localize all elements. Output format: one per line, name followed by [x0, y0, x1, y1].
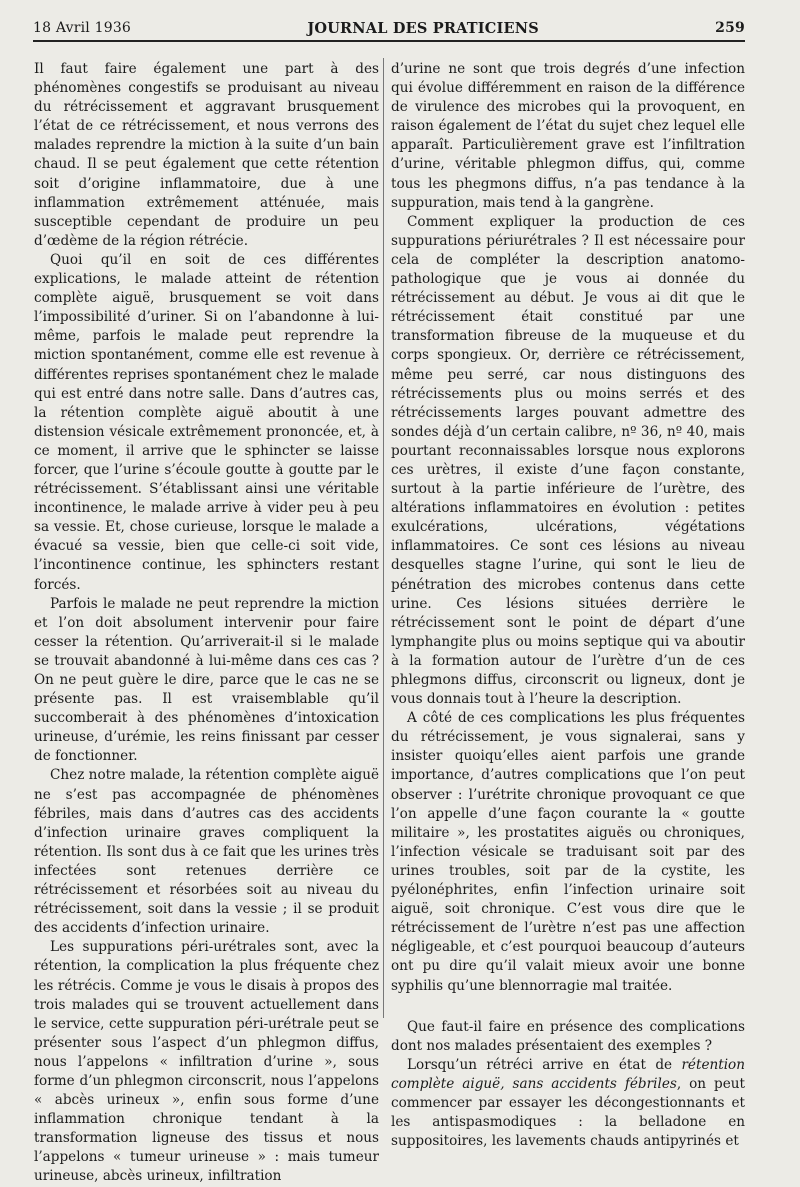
paragraph: Chez notre malade, la rétention complète aiguë ne s’est pas accompagnée de phénomènes fébriles, mais dans d’autres cas des accidents d’infection urinaire graves compliquent la rétention. Ils sont dus à ce fait que les urines très infectées sont retenues derrière ce rétrécissement et résorbées soit au niveau du rétrécissement, soit dans la vessie ; il se produit des accidents d’infection urinaire.	[34, 767, 379, 937]
paragraph: Les suppurations péri-urétrales sont, avec la rétention, la complication la plus fréquente chez les rétrécis. Comme je vous le disais à propos des trois malades qui se trouvent actuellement dans le service, cette suppuration péri-urétrale peut se présenter sous l’aspect d’un phlegmon diffus, nous l’appelons « infiltration d’urine », sous forme d’un phlegmon circonscrit, nous l’appelons « abcès urineux », enfin sous forme d’une inflammation chronique tendant à la transformation ligneuse des tissus et nous l’appelons « tumeur urineuse » : mais tumeur urineuse, abcès urineux, infiltration	[34, 939, 379, 1185]
journal-title: JOURNAL DES PRATICIENS	[307, 19, 539, 37]
paragraph: Il faut faire également une part à des phénomènes congestifs se produisant au niveau du rétrécissement et aggravant brusquement l’état de ce rétrécissement, et nous verrons des malades reprendre la miction à la suite d’un bain chaud. Il se peut également que cette rétention soit d’origine inflammatoire, due à une inflammation extrêmement atténuée, mais susceptible cependant de produire un peu d’œdème de la région rétrécie.	[34, 61, 379, 249]
paragraph: A côté de ces complications les plus fréquentes du rétrécissement, je vous signalerai, sans y insister quoiqu’elles aient parfois une grande importance, d’autres complications que l’on peut observer : l’urétrite chronique provoquant ce que l’on appelle d’une façon courante la « goutte militaire », les prostatites aiguës ou chroniques, l’infection vésicale se traduisant soit par des urines troubles, soit par de la cystite, les pyélonéphrites, enfin l’infection urinaire soit aiguë, soit chronique. C’est vous dire que le rétrécissement de l’urètre n’est pas une affection négligeable, et c’est pourquoi beaucoup d’auteurs ont pu dire qu’il valait mieux avoir une bonne syphilis qu’une blennorragie mal traitée.	[391, 710, 745, 994]
question-paragraph: Que faut-il faire en présence des complications dont nos malades présentaient des exemples ?	[391, 1018, 745, 1054]
text-run: Lorsqu’un rétréci arrive en état de	[407, 1056, 673, 1073]
paragraph: d’urine ne sont que trois degrés d’une infection qui évolue différemment en raison de la différence de virulence des microbes qui la provoquent, en raison également de l’état du sujet chez lequel elle apparaît. Particulièrement grave est l’infiltration d’urine, véritable phlegmon diffus, qui, comme tous les phegmons diffus, n’a pas tendance à la suppuration, mais tend à la gangrène.	[391, 61, 745, 211]
header-rule	[33, 40, 745, 42]
page-number: 259	[715, 20, 745, 36]
left-column	[34, 60, 379, 1187]
running-header	[33, 16, 745, 40]
paragraph: Parfois le malade ne peut reprendre la miction et l’on doit absolument intervenir pour faire cesser la rétention. Qu’arriverait-il si le malade se trouvait abandonné à lui-même dans ces cas ? On ne peut guère le dire, parce que le cas ne se présente pas. Il est vraisemblable qu’il succomberait à des phénomènes d’intoxication urineuse, d’urémie, les reins finissant par cesser de fonctionner.	[34, 595, 379, 765]
italic-phrase: rétention complète aiguë, sans accidents fébriles	[391, 1056, 745, 1092]
paragraph: Comment expliquer la production de ces suppurations périurétrales ? Il est nécessaire pour cela de compléter la description anatomo-pathologique que je vous ai donnée du rétrécissement au début. Je vous ai dit que le rétrécissement était constitué par une transformation fibreuse de la muqueuse et du corps spongieux. Or, derrière ce rétrécissement, même peu serré, car nous distinguons des rétrécissements plus ou moins serrés et des rétrécissements larges pouvant admettre des sondes déjà d’un certain calibre, nº 36, nº 40, mais pourtant reconnaissables lorsque nous explorons ces urètres, il existe d’une façon constante, surtout à la partie inférieure de l’urètre, des altérations inflammatoires en évolution : petites exulcérations, ulcérations, végétations inflammatoires. Ce sont ces lésions au niveau desquelles stagne l’urine, qui sont le lieu de pénétration des microbes contenus dans cette urine. Ces lésions situées derrière le rétrécissement sont le point de départ d’une lymphangite plus ou moins septique qui va aboutir à la formation autour de l’urètre d’un de ces phlegmons diffus, circonscrit ou ligneux, dont je vous donnais tout à l’heure la description.	[391, 213, 745, 708]
text-run: , on peut commencer par essayer les décongestionnants et les antispasmodiques : la belladone en suppositoires, les lavements chauds antipyrinés et	[391, 1075, 745, 1150]
issue-date: 18 Avril 1936	[33, 20, 132, 36]
paragraph	[391, 1056, 745, 1151]
column-divider	[383, 58, 384, 1018]
paragraph: Quoi qu’il en soit de ces différentes explications, le malade atteint de rétention complète aiguë, brusquement se voit dans l’impossibilité d’uriner. Si on l’abandonne à lui-même, parfois le malade peut reprendre la miction spontanément, comme elle est revenue à différentes reprises spontanément chez le malade qui est entré dans notre salle. Dans d’autres cas, la rétention complète aiguë aboutit à une distension vésicale extrêmement prononcée, et, à ce moment, il arrive que le sphincter se laisse forcer, que l’urine s’écoule goutte à goutte par le rétrécissement. S’établissant ainsi une véritable incontinence, le malade arrive à vider peu à peu sa vessie. Et, chose curieuse, lorsque le malade a évacué sa vessie, bien que celle-ci soit vide, l’incontinence continue, les sphincters restant forcés.	[34, 251, 379, 593]
right-column	[391, 60, 745, 1151]
